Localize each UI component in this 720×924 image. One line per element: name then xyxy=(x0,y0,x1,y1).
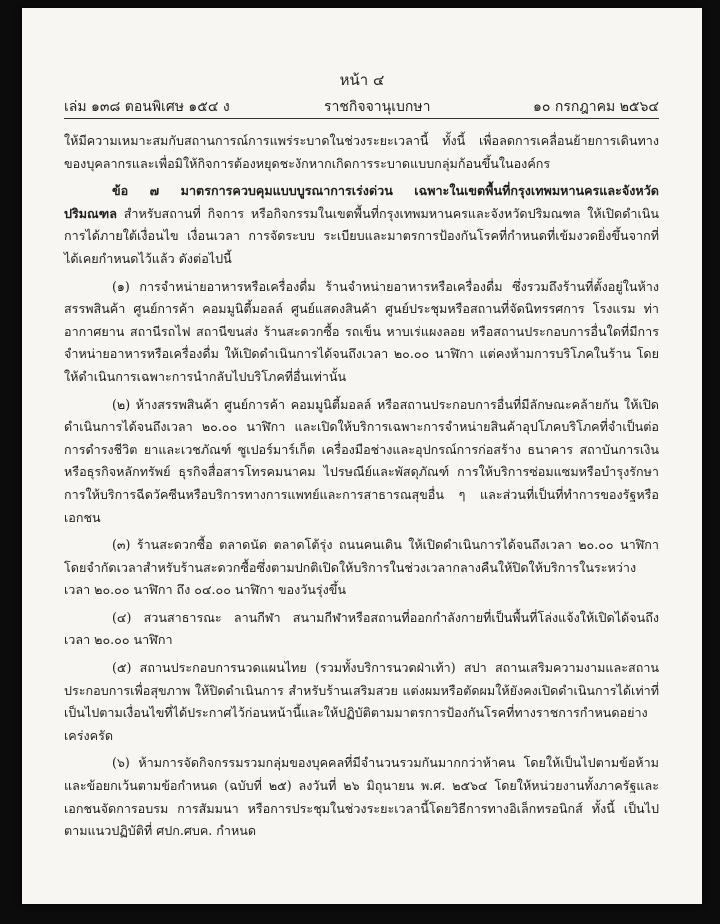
item-1: (๑) การจำหน่ายอาหารหรือเครื่องดื่ม ร้านจำหน่ายอาหารหรือเครื่องดื่ม ซึ่งรวมถึงร้านที่ตั้งอยู่ในห้างสรรพสินค้า ศูนย์การค้า คอมมูนิตี้มอลล์ ศูนย์แสดงสินค้า ศูนย์ประชุมหรือสถานที่จัดนิทรรศการ โรงแรม ท่าอากาศยาน สถานีรถไฟ สถานีขนส่ง ร้านสะดวกซื้อ รถเข็น หาบเร่แผงลอย หรือสถานประกอบการอื่นใดที่มีการจำหน่ายอาหารหรือเครื่องดื่ม ให้เปิดดำเนินการได้จนถึงเวลา ๒๐.๐๐ นาฬิกา แต่คงห้ามการบริโภคในร้าน โดยให้ดำเนินการเฉพาะการนำกลับไปบริโภคที่อื่นเท่านั้น xyxy=(64,278,659,384)
item-5: (๕) สถานประกอบการนวดแผนไทย (รวมทั้งบริการนวดฝ่าเท้า) สปา สถานเสริมความงามและสถานประกอบการเพื่อสุขภาพ ให้ปิดดำเนินการ สำหรับร้านเสริมสวย แต่งผมหรือตัดผมให้ยังคงเปิดดำเนินการได้เท่าที่เป็นไปตามเงื่อนไขที่ได้ประกาศไว้ก่อนหน้านี้และให้ปฏิบัติตามมาตรการป้องกันโรคที่ทางราชการกำหนดอย่างเคร่งครัด xyxy=(64,660,659,743)
intro-paragraph: ให้มีความเหมาะสมกับสถานการณ์การแพร่ระบาดในช่วงระยะเวลานี้ ทั้งนี้ เพื่อลดการเคลื่อนย้ายการเดินทางของบุคลากรและเพื่อมิให้กิจการต้องหยุดชะงักหากเกิดการระบาดแบบกลุ่มก้อนขึ้นในองค์กร xyxy=(64,133,659,171)
volume-info: เล่ม ๑๓๘ ตอนพิเศษ ๑๕๔ ง xyxy=(64,99,230,115)
publication-date: ๑๐ กรกฎาคม ๒๕๖๔ xyxy=(533,99,659,115)
item-6: (๖) ห้ามการจัดกิจกรรมรวมกลุ่มของบุคคลที่มีจำนวนรวมกันมากกว่าห้าคน โดยให้เป็นไปตามข้อห้ามและข้อยกเว้นตามข้อกำหนด (ฉบับที่ ๒๕) ลงวันที่ ๒๖ มิถุนายน พ.ศ. ๒๕๖๔ โดยให้หน่วยงานทั้งภาครัฐและเอกชนจัดการอบรม การสัมมนา หรือการประชุมในช่วงระยะเวลานี้โดยวิธีการทางอิเล็กทรอนิกส์ ทั้งนี้ เป็นไปตามแนวปฏิบัติที่ ศปก.ศบค. กำหนด xyxy=(64,755,659,839)
gazette-page xyxy=(22,8,702,904)
header-divider xyxy=(64,118,659,119)
clause-7-text: สำหรับสถานที่ กิจการ หรือกิจกรรมในเขตพื้นที่กรุงเทพมหานครและจังหวัดปริมณฑล ให้เปิดดำเนินการได้ภายใต้เงื่อนไข เงื่อนเวลา การจัดระบบ ระเบียบและมาตรการป้องกันโรคที่กำหนดที่เข้มงวดยิ่งขึ้นจากที่ได้เคยกำหนดไว้แล้ว ดังต่อไปนี้ xyxy=(64,205,659,266)
clause-7-paragraph xyxy=(64,180,659,270)
page-number: หน้า ๔ xyxy=(339,71,385,89)
clause-7-heading: ข้อ ๗ มาตรการควบคุมแบบบูรณาการเร่งด่วน เฉพาะในเขตพื้นที่กรุงเทพมหานครและจังหวัดปริมณฑล xyxy=(64,183,659,221)
item-3: (๓) ร้านสะดวกซื้อ ตลาดนัด ตลาดโต้รุ่ง ถนนคนเดิน ให้เปิดดำเนินการได้จนถึงเวลา ๒๐.๐๐ นาฬิกา โดยจำกัดเวลาสำหรับร้านสะดวกซื้อซึ่งตามปกติเปิดให้บริการในช่วงเวลากลางคืนให้ปิดให้บริการในระหว่างเวลา ๒๐.๐๐ นาฬิกา ถึง ๐๔.๐๐ นาฬิกา ของวันรุ่งขึ้น xyxy=(64,537,659,598)
item-4: (๔) สวนสาธารณะ ลานกีฬา สนามกีฬาหรือสถานที่ออกกำลังกายที่เป็นพื้นที่โล่งแจ้งให้เปิดได้จนถึงเวลา ๒๐.๐๐ นาฬิกา xyxy=(64,609,659,648)
document-body xyxy=(64,130,659,843)
gazette-title: ราชกิจจานุเบกษา xyxy=(324,99,431,115)
item-2: (๒) ห้างสรรพสินค้า ศูนย์การค้า คอมมูนิตี้มอลล์ หรือสถานประกอบการอื่นที่มีลักษณะคล้ายกัน ให้เปิดดำเนินการได้จนถึงเวลา ๒๐.๐๐ นาฬิกา และเปิดให้บริการเฉพาะการจำหน่ายสินค้าอุปโภคบริโภคที่จำเป็นต่อการดำรงชีวิต ยาและเวชภัณฑ์ ซูเปอร์มาร์เก็ต เครื่องมือช่างและอุปกรณ์การก่อสร้าง ธนาคาร สถาบันการเงินหรือธุรกิจหลักทรัพย์ ธุรกิจสื่อสารโทรคมนาคม ไปรษณีย์และพัสดุภัณฑ์ การให้บริการซ่อมแซมหรือบำรุงรักษา การให้บริการฉีดวัคซีนหรือบริการทางการแพทย์และการสาธารณสุขอื่น ๆ และส่วนที่เป็นที่ทำการของรัฐหรือเอกชน xyxy=(64,396,659,525)
